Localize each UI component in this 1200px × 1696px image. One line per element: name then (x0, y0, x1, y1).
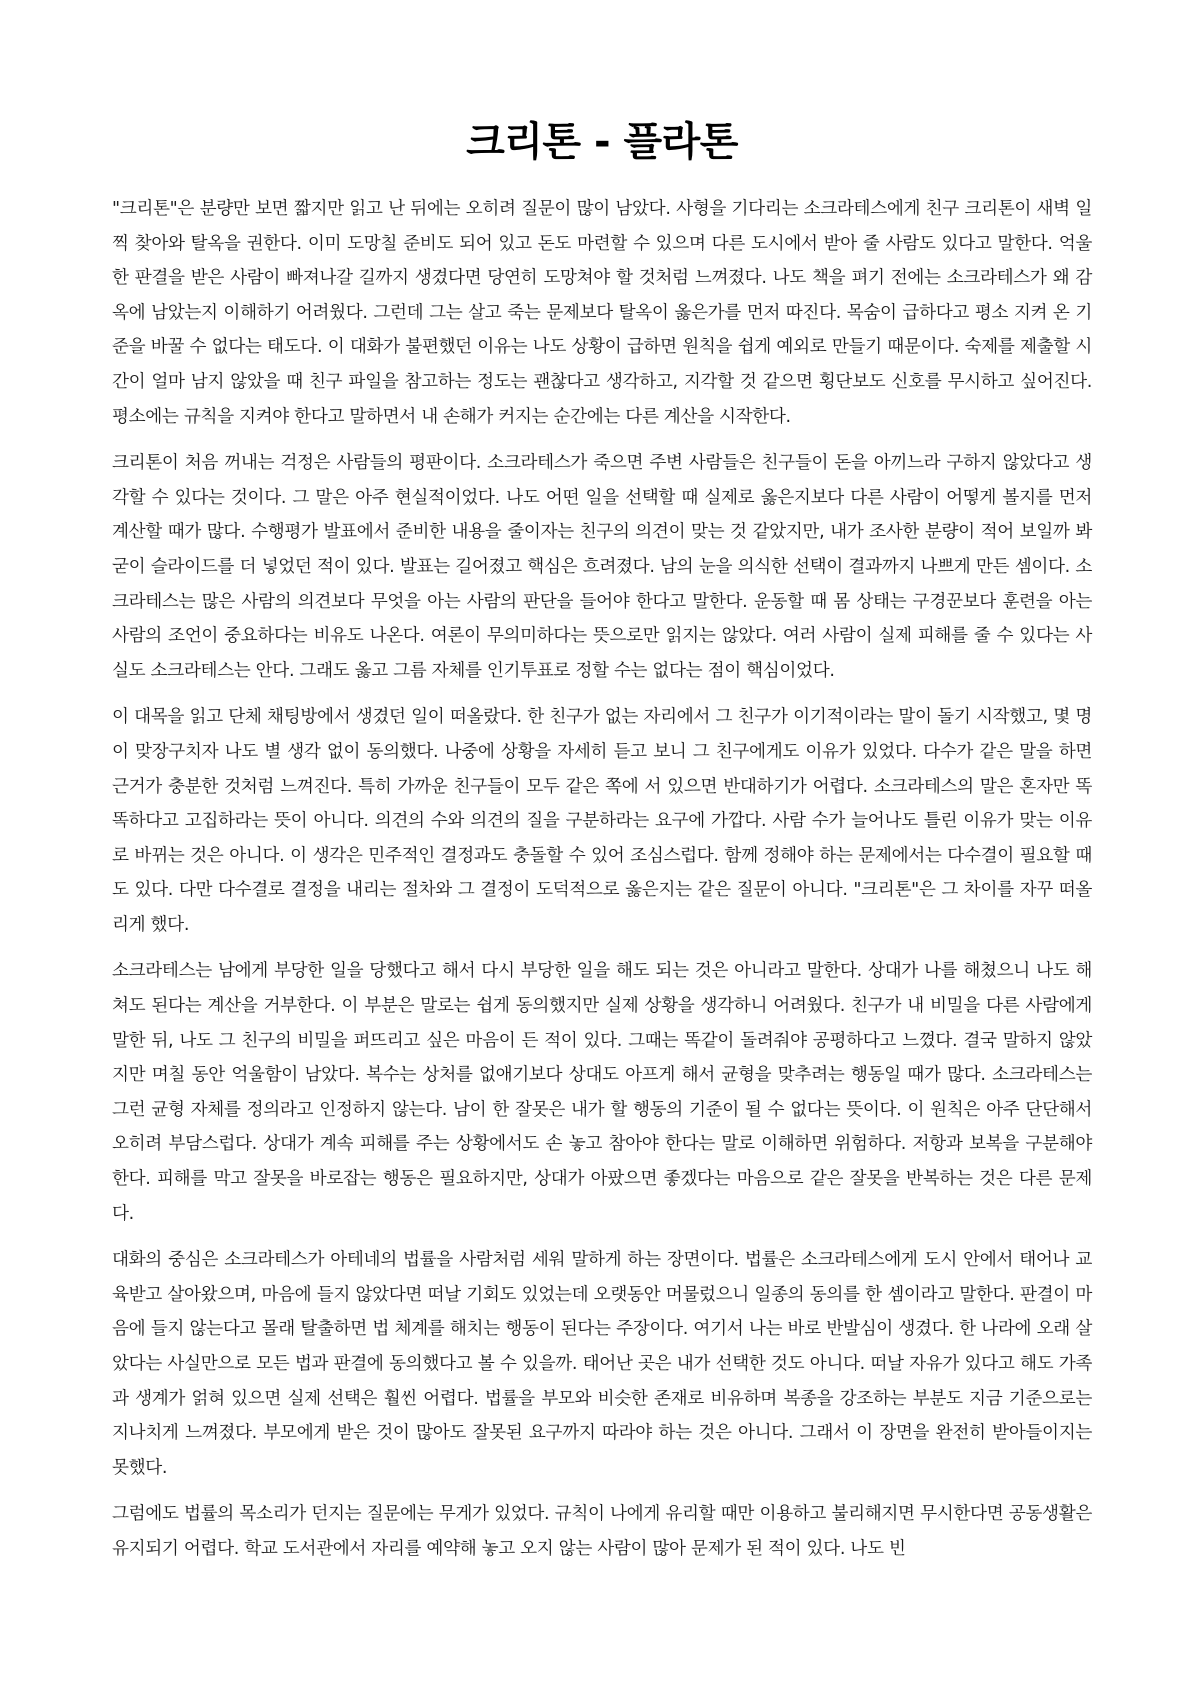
paragraph-6: 그럼에도 법률의 목소리가 던지는 질문에는 무게가 있었다. 규칙이 나에게 유리할 때만 이용하고 불리해지면 무시한다면 공동생활은 유지되기 어렵다. 학교 도서관에서 자리를 예약해 놓고 오지 않는 사람이 많아 문제가 된 적이 있다. 나도 빈 (112, 1504, 1092, 1559)
essay-body (112, 192, 1092, 1567)
paragraph-3: 이 대목을 읽고 단체 채팅방에서 생겼던 일이 떠올랐다. 한 친구가 없는 자리에서 그 친구가 이기적이라는 말이 돌기 시작했고, 몇 명이 맞장구치자 나도 별 생각 없이 동의했다. 나중에 상황을 자세히 듣고 보니 그 친구에게도 이유가 있었다. 다수가 같은 말을 하면 근거가 충분한 것처럼 느껴진다. 특히 가까운 친구들이 모두 같은 쪽에 서 있으면 반대하기가 어렵다. 소크라테스의 말은 혼자만 똑똑하다고 고집하라는 뜻이 아니다. 의견의 수와 의견의 질을 구분하라는 요구에 가깝다. 사람 수가 늘어나도 틀린 이유가 맞는 이유로 바뀌는 것은 아니다. 이 생각은 민주적인 결정과도 충돌할 수 있어 조심스럽다. 함께 정해야 하는 문제에서는 다수결이 필요할 때도 있다. 다만 다수결로 결정을 내리는 절차와 그 결정이 도덕적으로 옳은지는 같은 질문이 아니다. "크리톤"은 그 차이를 자꾸 떠올리게 했다. (112, 707, 1092, 935)
paragraph-4: 소크라테스는 남에게 부당한 일을 당했다고 해서 다시 부당한 일을 해도 되는 것은 아니라고 말한다. 상대가 나를 해쳤으니 나도 해쳐도 된다는 계산을 거부한다. 이 부분은 말로는 쉽게 동의했지만 실제 상황을 생각하니 어려웠다. 친구가 내 비밀을 다른 사람에게 말한 뒤, 나도 그 친구의 비밀을 퍼뜨리고 싶은 마음이 든 적이 있다. 그때는 똑같이 돌려줘야 공평하다고 느꼈다. 결국 말하지 않았지만 며칠 동안 억울함이 남았다. 복수는 상처를 없애기보다 상대도 아프게 해서 균형을 맞추려는 행동일 때가 많다. 소크라테스는 그런 균형 자체를 정의라고 인정하지 않는다. 남이 한 잘못은 내가 할 행동의 기준이 될 수 없다는 뜻이다. 이 원칙은 아주 단단해서 오히려 부담스럽다. 상대가 계속 피해를 주는 상황에서도 손 놓고 참아야 한다는 말로 이해하면 위험하다. 저항과 보복을 구분해야 한다. 피해를 막고 잘못을 바로잡는 행동은 필요하지만, 상대가 아팠으면 좋겠다는 마음으로 같은 잘못을 반복하는 것은 다른 문제다. (112, 961, 1093, 1224)
document-title: 크리톤 - 플라톤 (466, 119, 738, 165)
paragraph-5: 대화의 중심은 소크라테스가 아테네의 법률을 사람처럼 세워 말하게 하는 장면이다. 법률은 소크라테스에게 도시 안에서 태어나 교육받고 살아왔으며, 마음에 들지 않았다면 떠날 기회도 있었는데 오랫동안 머물렀으니 일종의 동의를 한 셈이라고 말한다. 판결이 마음에 들지 않는다고 몰래 탈출하면 법 체계를 해치는 행동이 된다는 주장이다. 여기서 나는 바로 반발심이 생겼다. 한 나라에 오래 살았다는 사실만으로 모든 법과 판결에 동의했다고 볼 수 있을까. 태어난 곳은 내가 선택한 것도 아니다. 떠날 자유가 있다고 해도 가족과 생계가 얽혀 있으면 실제 선택은 훨씬 어렵다. 법률을 부모와 비슷한 존재로 비유하며 복종을 강조하는 부분도 지금 기준으로는 지나치게 느껴졌다. 부모에게 받은 것이 많아도 잘못된 요구까지 따라야 하는 것은 아니다. 그래서 이 장면을 완전히 받아들이지는 못했다. (112, 1250, 1092, 1478)
paragraph-1: "크리톤"은 분량만 보면 짧지만 읽고 난 뒤에는 오히려 질문이 많이 남았다. 사형을 기다리는 소크라테스에게 친구 크리톤이 새벽 일찍 찾아와 탈옥을 권한다. 이미 도망칠 준비도 되어 있고 돈도 마련할 수 있으며 다른 도시에서 받아 줄 사람도 있다고 말한다. 억울한 판결을 받은 사람이 빠져나갈 길까지 생겼다면 당연히 도망쳐야 할 것처럼 느껴졌다. 나도 책을 펴기 전에는 소크라테스가 왜 감옥에 남았는지 이해하기 어려웠다. 그런데 그는 살고 죽는 문제보다 탈옥이 옳은가를 먼저 따진다. 목숨이 급하다고 평소 지켜 온 기준을 바꿀 수 없다는 태도다. 이 대화가 불편했던 이유는 나도 상황이 급하면 원칙을 쉽게 예외로 만들기 때문이다. 숙제를 제출할 시간이 얼마 남지 않았을 때 친구 파일을 참고하는 정도는 괜찮다고 생각하고, 지각할 것 같으면 횡단보도 신호를 무시하고 싶어진다. 평소에는 규칙을 지켜야 한다고 말하면서 내 손해가 커지는 순간에는 다른 계산을 시작한다. (112, 199, 1093, 427)
paragraph-2: 크리톤이 처음 꺼내는 걱정은 사람들의 평판이다. 소크라테스가 죽으면 주변 사람들은 친구들이 돈을 아끼느라 구하지 않았다고 생각할 수 있다는 것이다. 그 말은 아주 현실적이었다. 나도 어떤 일을 선택할 때 실제로 옳은지보다 다른 사람이 어떻게 볼지를 먼저 계산할 때가 많다. 수행평가 발표에서 준비한 내용을 줄이자는 친구의 의견이 맞는 것 같았지만, 내가 조사한 분량이 적어 보일까 봐 굳이 슬라이드를 더 넣었던 적이 있다. 발표는 길어졌고 핵심은 흐려졌다. 남의 눈을 의식한 선택이 결과까지 나쁘게 만든 셈이다. 소크라테스는 많은 사람의 의견보다 무엇을 아는 사람의 판단을 들어야 한다고 말한다. 운동할 때 몸 상태는 구경꾼보다 훈련을 아는 사람의 조언이 중요하다는 비유도 나온다. 여론이 무의미하다는 뜻으로만 읽지는 않았다. 여러 사람이 실제 피해를 줄 수 있다는 사실도 소크라테스는 안다. 그래도 옳고 그름 자체를 인기투표로 정할 수는 없다는 점이 핵심이었다. (112, 453, 1092, 681)
